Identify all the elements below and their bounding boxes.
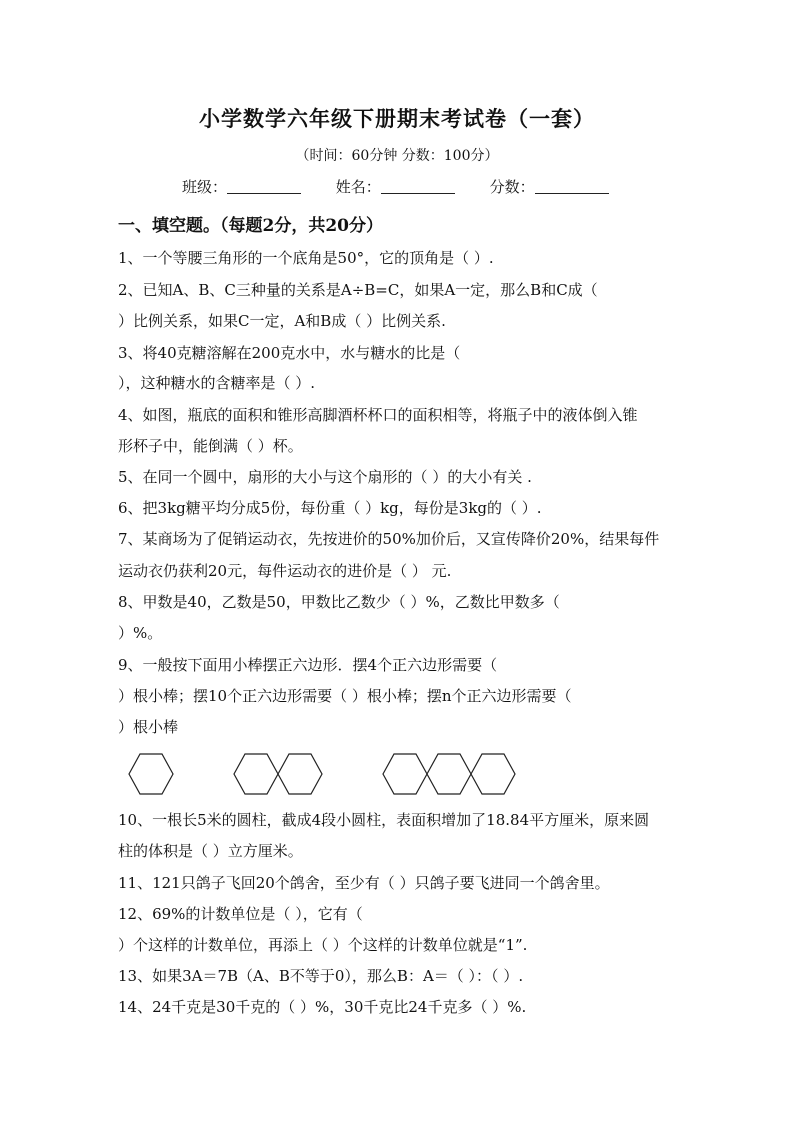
question-line: 13、如果3A＝7B（A、B不等于0），那么B：A＝（ ）：（ ）. bbox=[118, 967, 524, 985]
hexagon-shape bbox=[471, 754, 515, 794]
question-line: 7、某商场为了促销运动衣，先按进价的50%加价后，又宣传降价20%，结果每件 bbox=[118, 530, 660, 548]
question-line: 5、在同一个圆中，扇形的大小与这个扇形的（ ）的大小有关 . bbox=[118, 468, 532, 486]
question-line: 10、一根长5米的圆柱，截成4段小圆柱，表面积增加了18.84平方厘米，原来圆 bbox=[118, 811, 650, 829]
score-blank[interactable] bbox=[535, 179, 609, 194]
question-line: 形杯子中，能倒满（ ）杯。 bbox=[118, 437, 303, 455]
question-line: 3、将40克糖溶解在200克水中，水与糖水的比是（ bbox=[118, 344, 461, 362]
question-line: ）比例关系，如果C一定，A和B成（ ）比例关系. bbox=[118, 312, 446, 330]
class-blank[interactable] bbox=[227, 179, 301, 194]
question-line: ），这种糖水的含糖率是（ ）. bbox=[118, 374, 316, 392]
hexagon-figures bbox=[118, 746, 538, 806]
name-label: 姓名： bbox=[335, 178, 381, 196]
section-heading: 一、填空题。（每题2分，共20分） bbox=[118, 216, 383, 236]
name-blank[interactable] bbox=[381, 179, 455, 194]
question-line: 2、已知A、B、C三种量的关系是A÷B=C，如果A一定，那么B和C成（ bbox=[118, 281, 598, 299]
question-line: 8、甲数是40，乙数是50，甲数比乙数少（ ）%，乙数比甲数多（ bbox=[118, 593, 560, 611]
question-line: ）根小棒 bbox=[118, 718, 179, 736]
question-line: 6、把3kg糖平均分成5份，每份重（ ）kg，每份是3kg的（ ）. bbox=[118, 499, 542, 517]
hexagon-shape bbox=[427, 754, 471, 794]
hexagon-shape bbox=[234, 754, 278, 794]
hexagon-shape bbox=[278, 754, 322, 794]
question-line: 4、如图，瓶底的面积和锥形高脚酒杯杯口的面积相等，将瓶子中的液体倒入锥 bbox=[118, 406, 638, 424]
hexagon-shape bbox=[383, 754, 427, 794]
question-line: ）%。 bbox=[118, 624, 163, 642]
question-line: 9、一般按下面用小棒摆正六边形．摆4个正六边形需要（ bbox=[118, 656, 498, 674]
question-line: 运动衣仍获利20元，每件运动衣的进价是（ ） 元. bbox=[118, 562, 452, 580]
question-line: 11、121只鸽子飞回20个鸽舍，至少有（ ）只鸽子要飞进同一个鸽舍里。 bbox=[118, 874, 610, 892]
question-line: ）个这样的计数单位，再添上（ ）个这样的计数单位就是“1”. bbox=[118, 936, 528, 954]
hexagon-shape bbox=[129, 754, 173, 794]
question-line: 1、一个等腰三角形的一个底角是50°，它的顶角是（ ）. bbox=[118, 249, 494, 267]
question-line: ）根小棒；摆10个正六边形需要（ ）根小棒；摆n个正六边形需要（ bbox=[118, 687, 572, 705]
page-title: 小学数学六年级下册期末考试卷（一套） bbox=[199, 106, 595, 131]
question-line: 12、69%的计数单位是（ ），它有（ bbox=[118, 905, 363, 923]
question-line: 柱的体积是（ ）立方厘米。 bbox=[118, 842, 303, 860]
exam-time-score: （时间：60分钟 分数：100分） bbox=[295, 148, 499, 164]
question-line: 14、24千克是30千克的（ ）%，30千克比24千克多（ ）%. bbox=[118, 998, 527, 1016]
score-label: 分数： bbox=[489, 178, 535, 196]
student-info-row bbox=[182, 176, 639, 197]
class-label: 班级： bbox=[182, 178, 228, 196]
